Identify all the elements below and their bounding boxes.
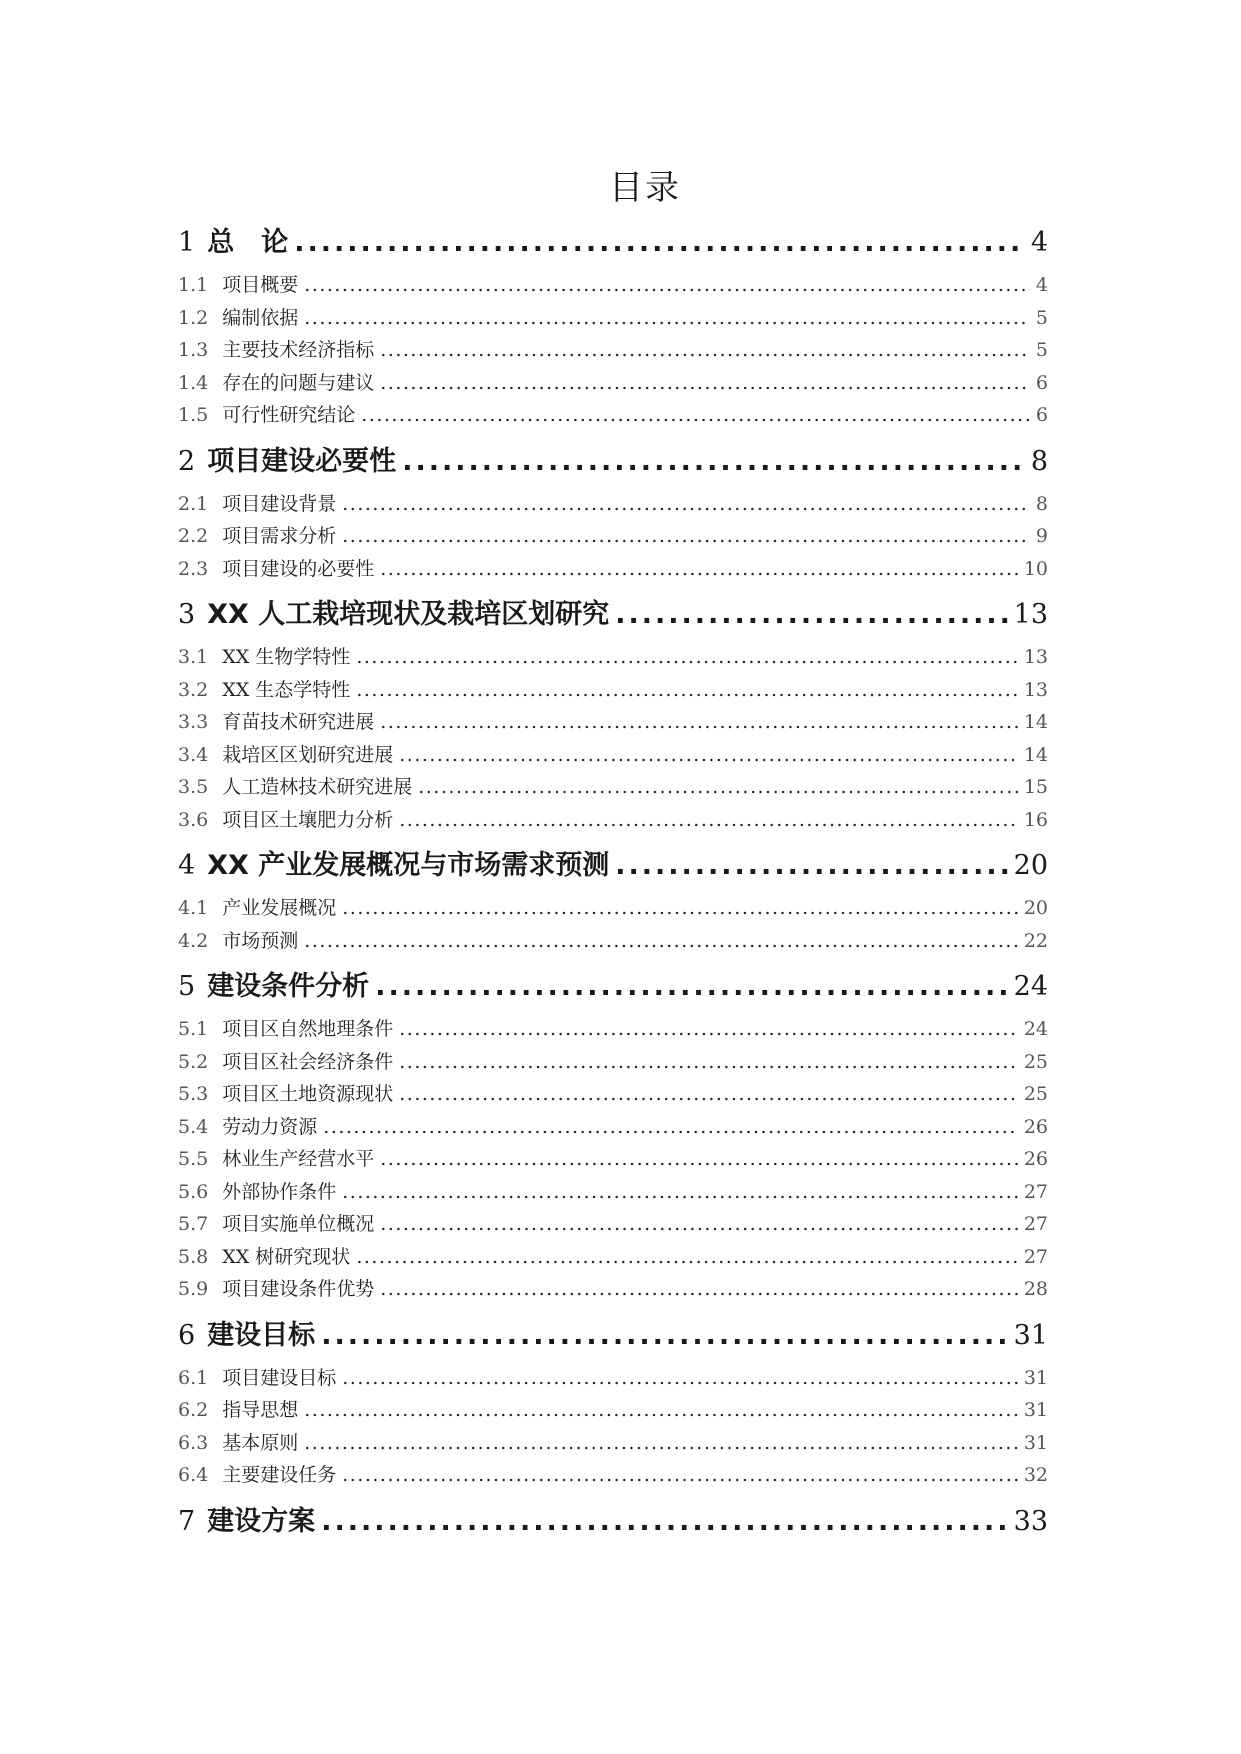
- toc-section-entry[interactable]: [178, 1078, 1048, 1111]
- section-title: 项目区自然地理条件: [222, 1018, 394, 1040]
- toc-section-entry[interactable]: [178, 1427, 1048, 1460]
- chapter-title: 总 论: [207, 227, 289, 258]
- section-number: 1.3: [178, 339, 209, 361]
- section-number: 3.4: [178, 743, 209, 766]
- section-title: 项目区土壤肥力分析: [222, 808, 394, 831]
- chapter-number: 1: [178, 227, 196, 258]
- section-page-number: 4: [1035, 274, 1048, 296]
- section-page-number: 31: [1023, 1366, 1048, 1389]
- section-title: 项目区土地资源现状: [222, 1083, 394, 1105]
- section-title: 编制依据: [222, 306, 299, 329]
- toc-section-entry[interactable]: [178, 892, 1048, 925]
- section-number: 2.2: [178, 525, 209, 547]
- chapter-number: 4: [178, 850, 196, 881]
- toc-chapter-entry[interactable]: [178, 969, 1048, 1005]
- toc-section-entry[interactable]: [178, 1273, 1048, 1306]
- section-title: XX 生态学特性: [222, 678, 351, 701]
- chapter-page-number: 24: [1013, 971, 1048, 1002]
- section-page-number: 16: [1023, 808, 1048, 831]
- dot-leader: [342, 520, 1030, 553]
- section-page-number: 20: [1023, 897, 1048, 919]
- toc-chapter-entry[interactable]: [178, 1318, 1048, 1354]
- chapter-page-number: 8: [1030, 445, 1048, 477]
- section-number: 2.3: [178, 557, 209, 580]
- chapter-number: 5: [178, 971, 196, 1002]
- section-number: 4.1: [178, 897, 209, 919]
- section-title: 项目需求分析: [222, 525, 337, 547]
- dot-leader: [380, 1208, 1018, 1241]
- section-page-number: 25: [1023, 1050, 1048, 1073]
- section-number: 1.5: [178, 404, 209, 426]
- section-title: 外部协作条件: [222, 1180, 337, 1203]
- section-page-number: 8: [1035, 492, 1048, 515]
- dot-leader: [380, 1273, 1018, 1306]
- toc-chapter-entry[interactable]: [178, 848, 1048, 884]
- section-number: 3.3: [178, 711, 209, 733]
- section-number: 6.3: [178, 1431, 209, 1454]
- section-number: 3.2: [178, 678, 209, 701]
- section-number: 2.1: [178, 492, 209, 515]
- dot-leader: [356, 674, 1018, 707]
- section-page-number: 5: [1035, 339, 1048, 361]
- section-page-number: 26: [1023, 1115, 1048, 1138]
- toc-section-entry[interactable]: [178, 1013, 1048, 1046]
- section-title: 项目建设目标: [222, 1366, 337, 1389]
- toc-chapter-entry[interactable]: [178, 444, 1048, 480]
- dot-leader: [615, 848, 1007, 884]
- section-title: 劳动力资源: [222, 1115, 318, 1138]
- toc-section-entry[interactable]: [178, 1143, 1048, 1176]
- section-page-number: 32: [1023, 1464, 1048, 1486]
- section-page-number: 14: [1023, 711, 1048, 733]
- section-number: 1.4: [178, 371, 209, 394]
- section-title: XX 树研究现状: [222, 1245, 351, 1268]
- section-title: 存在的问题与建议: [222, 371, 375, 394]
- section-page-number: 27: [1023, 1245, 1048, 1268]
- dot-leader: [380, 553, 1018, 586]
- section-title: 指导思想: [222, 1399, 299, 1421]
- toc-section-entry[interactable]: [178, 399, 1048, 432]
- dot-leader: [399, 1046, 1018, 1079]
- dot-leader: [294, 225, 1025, 261]
- dot-leader: [399, 804, 1018, 837]
- toc-section-entry[interactable]: [178, 1394, 1048, 1427]
- section-page-number: 31: [1023, 1399, 1048, 1421]
- section-page-number: 27: [1023, 1180, 1048, 1203]
- dot-leader: [342, 1362, 1018, 1395]
- toc-section-entry[interactable]: [178, 302, 1048, 335]
- toc-section-entry[interactable]: [178, 739, 1048, 772]
- section-title: 项目实施单位概况: [222, 1213, 375, 1235]
- dot-leader: [399, 1013, 1018, 1046]
- section-title: 人工造林技术研究进展: [222, 776, 413, 798]
- section-page-number: 13: [1023, 678, 1048, 701]
- chapter-title: XX 人工栽培现状及栽培区划研究: [207, 599, 610, 630]
- dot-leader: [380, 706, 1018, 739]
- section-page-number: 6: [1035, 404, 1048, 426]
- chapter-title: 项目建设必要性: [207, 445, 397, 477]
- toc-section-entry[interactable]: [178, 674, 1048, 707]
- dot-leader: [356, 641, 1018, 674]
- toc-section-entry[interactable]: [178, 925, 1048, 958]
- section-number: 5.7: [178, 1213, 209, 1235]
- chapter-page-number: 33: [1013, 1505, 1048, 1537]
- dot-leader: [321, 1504, 1007, 1540]
- section-title: 产业发展概况: [222, 897, 337, 919]
- toc-section-entry[interactable]: [178, 1208, 1048, 1241]
- dot-leader: [342, 892, 1018, 925]
- section-title: 项目建设的必要性: [222, 557, 375, 580]
- chapter-title: XX 产业发展概况与市场需求预测: [207, 850, 610, 881]
- section-number: 5.3: [178, 1083, 209, 1105]
- section-title: XX 生物学特性: [222, 646, 351, 668]
- toc-section-entry[interactable]: [178, 520, 1048, 553]
- section-page-number: 25: [1023, 1083, 1048, 1105]
- dot-leader: [399, 1078, 1018, 1111]
- section-number: 3.6: [178, 808, 209, 831]
- toc-section-entry[interactable]: [178, 488, 1048, 521]
- section-title: 基本原则: [222, 1431, 299, 1454]
- section-title: 项目建设背景: [222, 492, 337, 515]
- chapter-title: 建设目标: [207, 1319, 316, 1351]
- toc-section-entry[interactable]: [178, 1111, 1048, 1144]
- dot-leader: [304, 269, 1030, 302]
- toc-chapter-entry[interactable]: [178, 225, 1048, 261]
- toc-section-entry[interactable]: [178, 1362, 1048, 1395]
- section-page-number: 26: [1023, 1148, 1048, 1170]
- section-page-number: 9: [1035, 525, 1048, 547]
- section-page-number: 13: [1023, 646, 1048, 668]
- section-number: 4.2: [178, 929, 209, 952]
- section-number: 5.6: [178, 1180, 209, 1203]
- chapter-number: 6: [178, 1319, 196, 1351]
- toc-section-entry[interactable]: [178, 367, 1048, 400]
- toc-chapter-entry[interactable]: [178, 597, 1048, 633]
- dot-leader: [380, 334, 1030, 367]
- toc-section-entry[interactable]: [178, 553, 1048, 586]
- section-number: 3.5: [178, 776, 209, 798]
- section-title: 项目概要: [222, 274, 299, 296]
- toc-section-entry[interactable]: [178, 1459, 1048, 1492]
- dot-leader: [304, 1394, 1018, 1427]
- dot-leader: [380, 1143, 1018, 1176]
- toc-section-entry[interactable]: [178, 334, 1048, 367]
- section-title: 市场预测: [222, 929, 299, 952]
- dot-leader: [304, 1427, 1018, 1460]
- dot-leader: [375, 969, 1007, 1005]
- section-page-number: 14: [1023, 743, 1048, 766]
- section-number: 5.5: [178, 1148, 209, 1170]
- section-number: 3.1: [178, 646, 209, 668]
- toc-section-entry[interactable]: [178, 1241, 1048, 1274]
- toc-section-entry[interactable]: [178, 1176, 1048, 1209]
- dot-leader: [361, 399, 1030, 432]
- section-page-number: 28: [1023, 1278, 1048, 1300]
- section-number: 5.9: [178, 1278, 209, 1300]
- toc-section-entry[interactable]: [178, 641, 1048, 674]
- dot-leader: [402, 444, 1025, 480]
- section-number: 5.4: [178, 1115, 209, 1138]
- section-title: 项目建设条件优势: [222, 1278, 375, 1300]
- chapter-title: 建设方案: [207, 1505, 316, 1537]
- section-number: 5.2: [178, 1050, 209, 1073]
- toc-section-entry[interactable]: [178, 269, 1048, 302]
- dot-leader: [304, 925, 1018, 958]
- section-page-number: 24: [1023, 1018, 1048, 1040]
- chapter-page-number: 20: [1013, 850, 1048, 881]
- dot-leader: [356, 1241, 1018, 1274]
- section-number: 1.1: [178, 274, 209, 296]
- dot-leader: [321, 1318, 1007, 1354]
- dot-leader: [323, 1111, 1018, 1144]
- section-number: 6.1: [178, 1366, 209, 1389]
- section-page-number: 22: [1023, 929, 1048, 952]
- section-number: 5.1: [178, 1018, 209, 1040]
- chapter-number: 7: [178, 1505, 196, 1537]
- section-number: 6.2: [178, 1399, 209, 1421]
- section-title: 主要技术经济指标: [222, 339, 375, 361]
- chapter-number: 2: [178, 445, 196, 477]
- section-title: 主要建设任务: [222, 1464, 337, 1486]
- section-title: 项目区社会经济条件: [222, 1050, 394, 1073]
- toc-chapter-entry[interactable]: [178, 1504, 1048, 1540]
- section-title: 栽培区区划研究进展: [222, 743, 394, 766]
- toc-section-entry[interactable]: [178, 804, 1048, 837]
- toc-title: 目录: [609, 168, 681, 208]
- section-number: 1.2: [178, 306, 209, 329]
- section-page-number: 31: [1023, 1431, 1048, 1454]
- section-number: 5.8: [178, 1245, 209, 1268]
- section-title: 育苗技术研究进展: [222, 711, 375, 733]
- dot-leader: [615, 597, 1007, 633]
- section-title: 可行性研究结论: [222, 404, 356, 426]
- section-page-number: 15: [1023, 776, 1048, 798]
- table-of-contents: [178, 225, 1048, 1540]
- section-title: 林业生产经营水平: [222, 1148, 375, 1170]
- toc-section-entry[interactable]: [178, 1046, 1048, 1079]
- chapter-page-number: 31: [1013, 1319, 1048, 1351]
- chapter-title: 建设条件分析: [207, 971, 370, 1002]
- toc-section-entry[interactable]: [178, 706, 1048, 739]
- dot-leader: [342, 1176, 1018, 1209]
- dot-leader: [399, 739, 1018, 772]
- section-page-number: 5: [1035, 306, 1048, 329]
- dot-leader: [342, 488, 1030, 521]
- chapter-page-number: 4: [1030, 227, 1048, 258]
- dot-leader: [342, 1459, 1018, 1492]
- section-page-number: 6: [1035, 371, 1048, 394]
- dot-leader: [418, 771, 1018, 804]
- dot-leader: [380, 367, 1030, 400]
- dot-leader: [304, 302, 1030, 335]
- chapter-page-number: 13: [1013, 599, 1048, 630]
- toc-section-entry[interactable]: [178, 771, 1048, 804]
- section-page-number: 27: [1023, 1213, 1048, 1235]
- section-number: 6.4: [178, 1464, 209, 1486]
- section-page-number: 10: [1023, 557, 1048, 580]
- chapter-number: 3: [178, 599, 196, 630]
